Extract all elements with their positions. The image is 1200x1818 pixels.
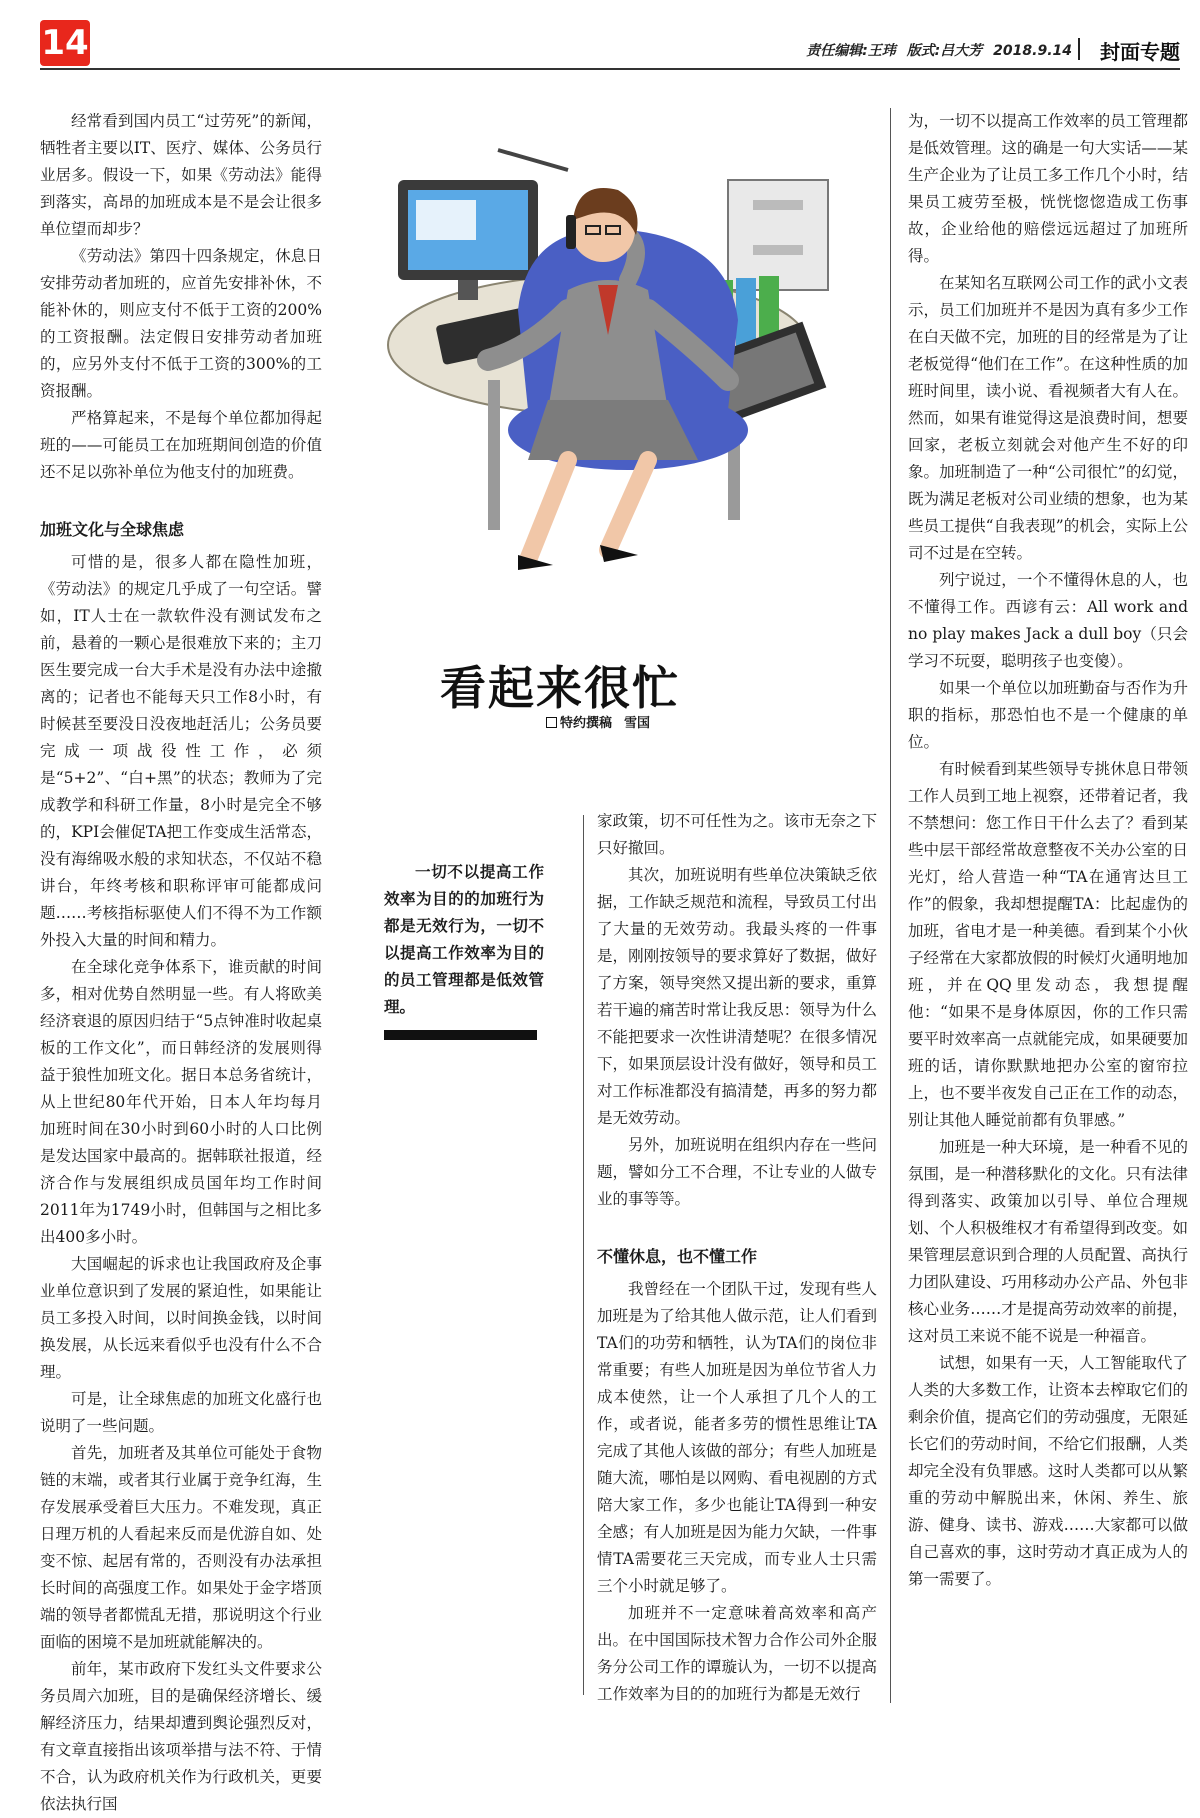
paragraph: 加班是一种大环境，是一种看不见的氛围，是一种潜移默化的文化。只有法律得到落实、政策加以引导、单位合理规划、个人积极维权才有希望得到改变。如果管理层意识到合理的人员配置、高执行力团队建设、巧用移动办公产品、外包非核心业务……才是提高劳动效率的前提，这对员工来说不能不说是一种福音。 [908,1138,1188,1345]
pull-quote [384,858,544,1020]
column-divider [890,108,891,1703]
byline-label: 特约撰稿 [560,716,613,731]
article-column-1 [40,108,322,1813]
busy-worker-illustration [368,160,888,590]
author-name: 雪国 [624,716,651,731]
article-column-3 [597,808,877,1703]
byline [546,712,650,731]
paragraph: 经常看到国内员工“过劳死”的新闻，牺牲者主要以IT、医疗、媒体、公务员行业居多。假设一下，如果《劳动法》能得到落实，高昂的加班成本是不是会让很多单位望而却步？ [40,112,322,238]
article-column-4 [908,108,1188,1703]
section-title: 封面专题 [1100,40,1180,64]
paragraph: 另外，加班说明在组织内存在一些问题，譬如分工不合理，不让专业的人做专业的事等等。 [597,1136,877,1208]
pull-quote-text: 一切不以提高工作效率为目的的加班行为都是无效行为，一切不以提高工作效率为目的的员工管理都是低效管理。 [384,862,544,1016]
editor-credit: 责任编辑:王玮 [806,43,896,59]
paragraph: 大国崛起的诉求也让我国政府及企事业单位意识到了发展的紧迫性，如果能让员工多投入时间，以时间换金钱，以时间换发展，从长远来看似乎也没有什么不合理。 [40,1255,322,1381]
paragraph: 《劳动法》第四十四条规定，休息日安排劳动者加班的，应首先安排补休，不能补休的，则应支付不低于工资的200%的工资报酬。法定假日安排劳动者加班的，应另外支付不低于工资的300%的工资报酬。 [40,247,322,400]
paragraph: 首先，加班者及其单位可能处于食物链的末端，或者其行业属于竞争红海，生存发展承受着巨大压力。不难发现，真正日理万机的人看起来反而是优游自如、处变不惊、起居有常的，否则没有办法承担长时间的高强度工作。如果处于金字塔顶端的领导者都慌乱无措，那说明这个行业面临的困境不是加班就能解决的。 [40,1444,322,1651]
paragraph: 在全球化竞争体系下，谁贡献的时间多，相对优势自然明显一些。有人将欧美经济衰退的原因归结于“5点钟准时收起桌板的工作文化”，而日韩经济的发展则得益于狼性加班文化。据日本总务省统计，从上世纪80年代开始，日本人年均每月加班时间在30小时到60小时的人口比例是发达国家中最高的。据韩联社报道，经济合作与发展组织成员国年均工作时间2011年为1749小时，但韩国与之相比多出400多小时。 [40,958,322,1246]
paragraph: 有时候看到某些领导专挑休息日带领工作人员到工地上视察，还带着记者，我不禁想问：您工作日干什么去了？看到某些中层干部经常故意整夜不关办公室的日光灯，给人营造一种“TA在通宵达旦工作”的假象，我却想提醒TA：比起虚伪的加班，省电才是一种美德。看到某个小伙子经常在大家都放假的时候灯火通明地加班，并在QQ里发动态，我想提醒他：“如果不是身体原因，你的工作只需要平时效率高一点就能完成，如果硬要加班的话，请你默默地把办公室的窗帘拉上，也不要半夜发自己正在工作的动态，别让其他人睡觉前都有负罪感。” [908,760,1188,1129]
paragraph: 为，一切不以提高工作效率的员工管理都是低效管理。这的确是一句大实话——某生产企业为了让员工多工作几个小时，结果员工疲劳至极，恍恍惚惚造成工伤事故，企业给他的赔偿远远超过了加班所得。 [908,112,1188,265]
paragraph: 可惜的是，很多人都在隐性加班，《劳动法》的规定几乎成了一句空话。譬如，IT人士在一款软件没有测试发布之前，悬着的一颗心是很难放下来的；主刀医生要完成一台大手术是没有办法中途撤离的；记者也不能每天只工作8小时，有时候甚至要没日没夜地赶活儿；公务员要完成一项战役性工作，必须是“5+2”、“白+黑”的状态；教师为了完成教学和科研工作量，8小时是完全不够的，KPI会催促TA把工作变成生活常态，没有海绵吸水般的求知状态，不仅站不稳讲台，年终考核和职称评审可能都成问题……考核指标驱使人们不得不为工作额外投入大量的时间和精力。 [40,553,322,949]
article-title: 看起来很忙 [440,661,680,715]
paragraph: 可是，让全球焦虑的加班文化盛行也说明了一些问题。 [40,1390,322,1435]
paragraph: 其次，加班说明有些单位决策缺乏依据，工作缺乏规范和流程，导致员工付出了大量的无效劳动。我最头疼的一件事是，刚刚按领导的要求算好了数据，做好了方案，领导突然又提出新的要求，重算若干遍的痛苦时常让我反思：领导为什么不能把要求一次性讲清楚呢？在很多情况下，如果顶层设计没有做好，领导和员工对工作标准都没有搞清楚，再多的努力都是无效劳动。 [597,866,877,1127]
paragraph: 我曾经在一个团队干过，发现有些人加班是为了给其他人做示范，让人们看到TA们的功劳和牺牲，认为TA们的岗位非常重要；有些人加班是因为单位节省人力成本使然，让一个人承担了几个人的工作，或者说，能者多劳的惯性思维让TA完成了其他人该做的部分；有些人加班是随大流，哪怕是以网购、看电视剧的方式陪大家工作，多少也能让TA得到一种安全感；有人加班是因为能力欠缺，一件事情TA需要花三天完成，而专业人士只需三个小时就足够了。 [597,1280,877,1595]
column-divider [583,815,584,1695]
paragraph: 严格算起来，不是每个单位都加得起班的——可能员工在加班期间创造的价值还不足以弥补单位为他支付的加班费。 [40,409,322,481]
paragraph: 前年，某市政府下发红头文件要求公务员周六加班，目的是确保经济增长、缓解经济压力，结果却遭到舆论强烈反对，有文章直接指出该项举措与法不符、于情不合，认为政府机关作为行政机关，更要依法执行国 [40,1660,322,1813]
subheading: 不懂休息，也不懂工作 [597,1247,758,1266]
header-credits [800,40,1072,60]
page-number: 14 [40,20,90,66]
subheading: 加班文化与全球焦虑 [40,520,185,539]
paragraph: 加班并不一定意味着高效率和高产出。在中国国际技术智力合作公司外企服务分公司工作的谭璇认为，一切不以提高工作效率为目的的加班行为都是无效行 [597,1604,877,1703]
header-separator [1078,38,1080,60]
pull-quote-bar [384,1030,537,1040]
issue-date: 2018.9.14 [993,43,1072,59]
paragraph: 家政策，切不可任性为之。该市无奈之下只好撤回。 [597,812,877,857]
layout-credit: 版式:吕大芳 [906,43,983,59]
paragraph: 在某知名互联网公司工作的武小文表示，员工们加班并不是因为真有多少工作在白天做不完，加班的目的经常是为了让老板觉得“他们在工作”。在这种性质的加班时间里，读小说、看视频者大有人在。然而，如果有谁觉得这是浪费时间，想要回家，老板立刻就会对他产生不好的印象。加班制造了一种“公司很忙”的幻觉，既为满足老板对公司业绩的想象，也为某些员工提供“自我表现”的机会，实际上公司不过是在空转。 [908,274,1188,562]
paragraph: 列宁说过，一个不懂得休息的人，也不懂得工作。西谚有云：All work and no play makes Jack a dull boy（只会学习不玩耍，聪明孩子也变傻）。 [908,571,1188,670]
byline-box-icon [546,717,557,728]
header-rule [40,68,1180,70]
paragraph: 如果一个单位以加班勤奋与否作为升职的指标，那恐怕也不是一个健康的单位。 [908,679,1188,751]
paragraph: 试想，如果有一天，人工智能取代了人类的大多数工作，让资本去榨取它们的剩余价值，提高它们的劳动强度，无限延长它们的劳动时间，不给它们报酬，人类却完全没有负罪感。这时人类都可以从繁重的劳动中解脱出来，休闲、养生、旅游、健身、读书、游戏……大家都可以做自己喜欢的事，这时劳动才真正成为人的第一需要了。 [908,1354,1188,1588]
